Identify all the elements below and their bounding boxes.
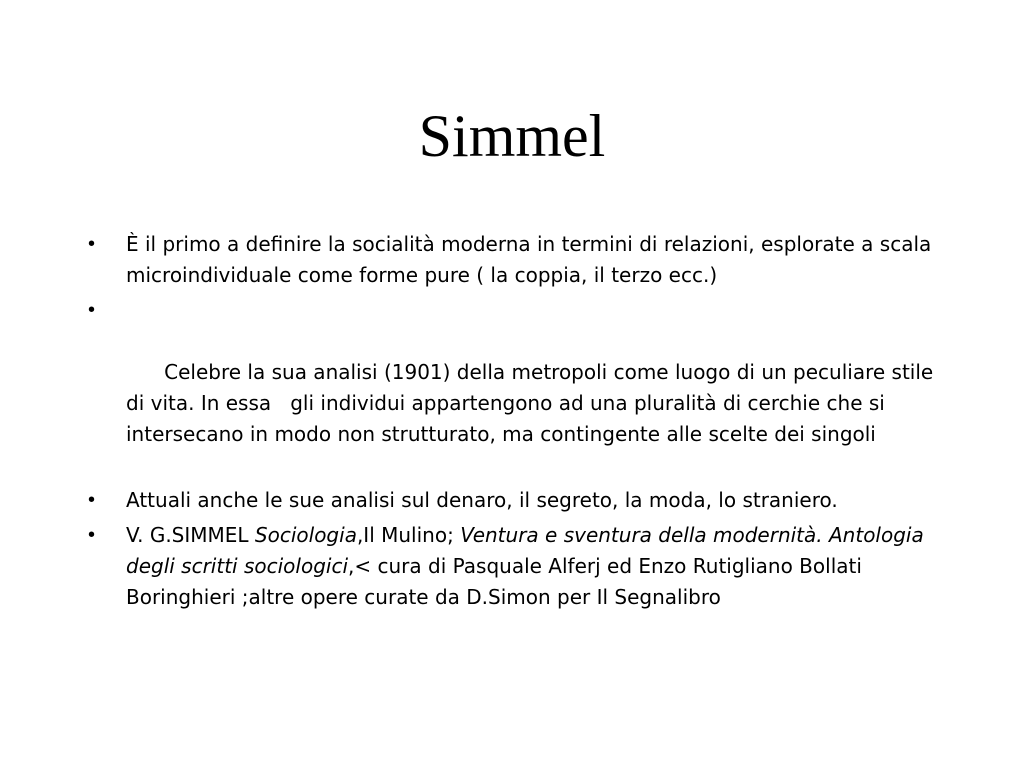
bullet-item bbox=[88, 295, 948, 481]
reference-author: V. G.SIMMEL bbox=[126, 523, 255, 547]
slide-title: Simmel bbox=[418, 103, 606, 169]
reference-book-ventura: Ventura e sventura della modernità. Antologia degli scritti sociologici bbox=[126, 523, 924, 578]
bullet-dot-icon: • bbox=[88, 489, 96, 511]
bullet-list bbox=[88, 229, 948, 617]
reference-book-sociologia: Sociologia bbox=[254, 523, 357, 547]
bullet-item bbox=[88, 485, 948, 516]
reference-editors: ,< cura di Pasquale Alferj ed Enzo Rutigliano Bollati Boringhieri ;altre opere curate da D.Simon per Il Segnalibro bbox=[126, 554, 862, 609]
bullet-item-reference bbox=[88, 520, 948, 613]
bullet-item bbox=[88, 229, 948, 291]
reference-publisher: ,Il Mulino; bbox=[356, 523, 461, 547]
bullet-text: Attuali anche le sue analisi sul denaro, il segreto, la moda, lo straniero. bbox=[126, 488, 838, 512]
bullet-text: È il primo a definire la socialità moderna in termini di relazioni, esplorate a scala microindividuale come forme pure ( la coppia, il terzo ecc.) bbox=[126, 232, 932, 287]
bullet-dot-icon: • bbox=[88, 524, 96, 546]
bullet-text: Celebre la sua analisi (1901) della metropoli come luogo di un peculiare stile di vita. In essa gli individui appartengono ad una pluralità di cerchie che si intersecano in modo non strutturato, ma contingente alle scelte dei singoli bbox=[126, 360, 940, 446]
bullet-dot-icon: • bbox=[88, 299, 96, 321]
bullet-dot-icon: • bbox=[88, 233, 96, 255]
